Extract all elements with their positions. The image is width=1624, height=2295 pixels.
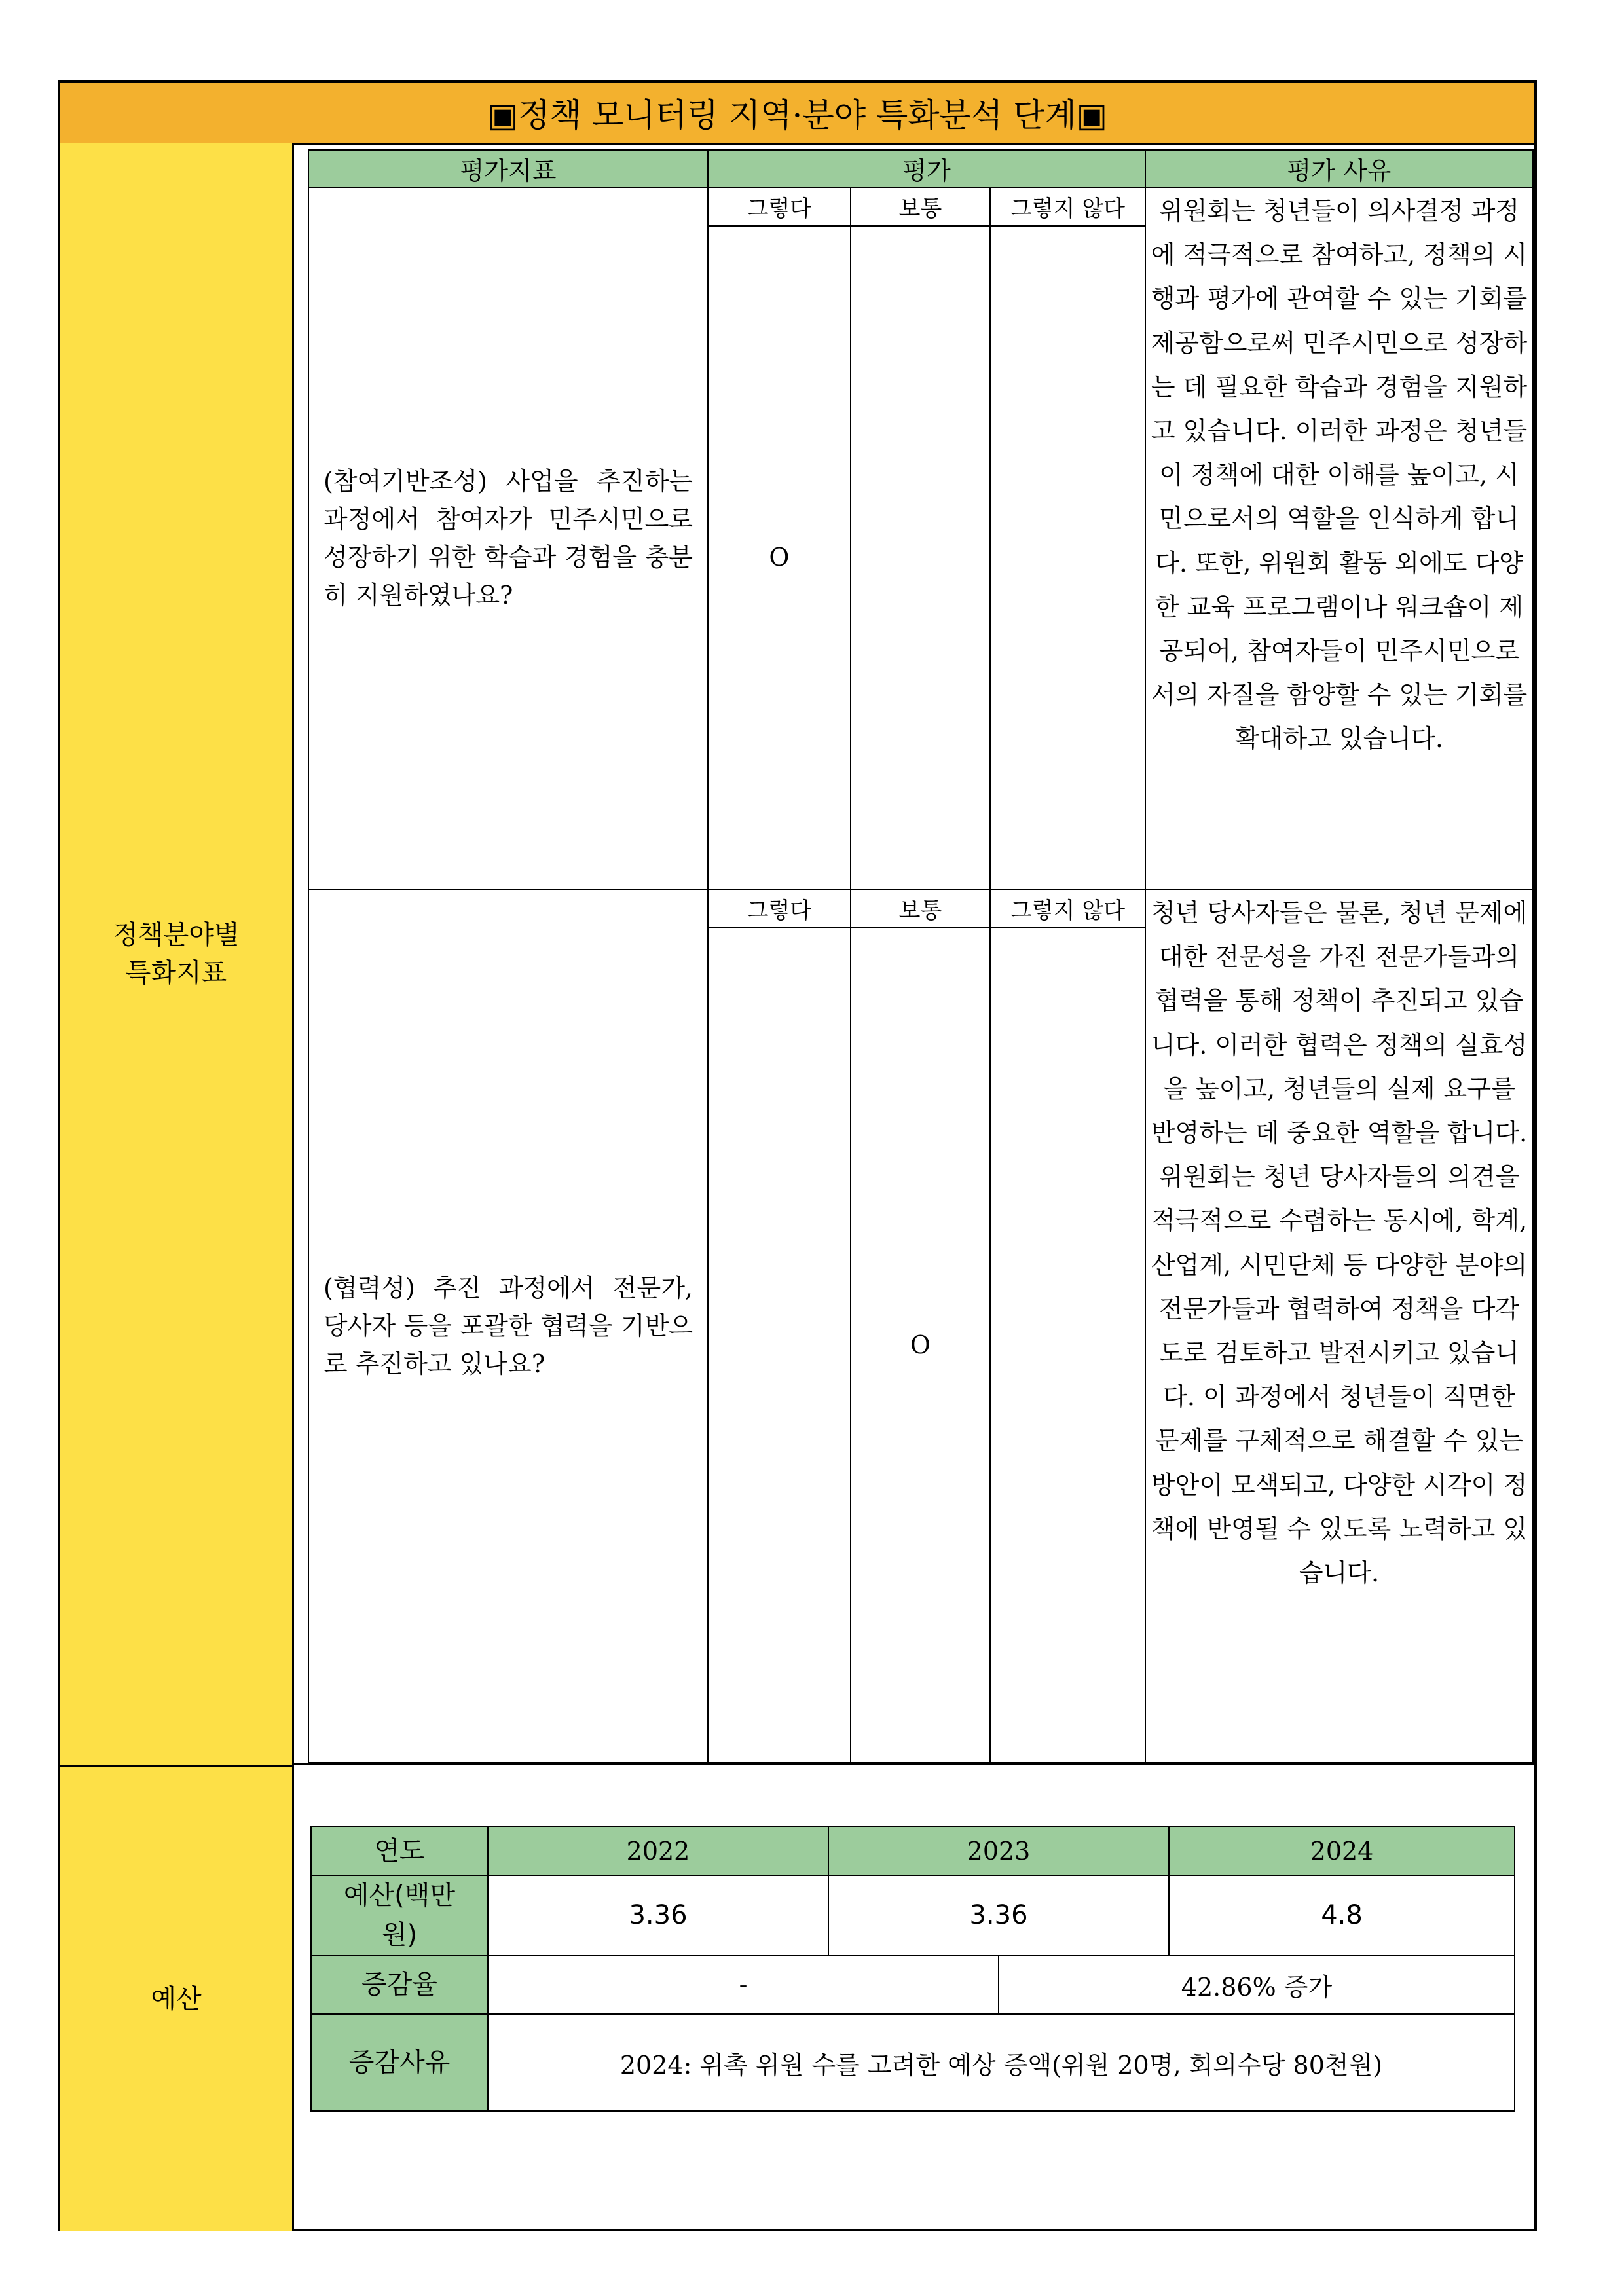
year-2022: 2022	[488, 1827, 828, 1875]
reason-cell: 청년 당사자들은 물론, 청년 문제에 대한 전문성을 가진 전문가들과의 협력을 통해 정책이 추진되고 있습니다. 이러한 협력은 정책의 실효성을 높이고, 청년들의 실제 요구를 반영하는 데 중요한 역할을 합니다. 위원회는 청년 당사자들의 의견을 적극적으로 수렴하는 동시에, 학계, 산업계, 시민단체 등 다양한 분야의 전문가들과 협력하여 정책을 다각도로 검토하고 발전시키고 있습니다. 이 과정에서 청년들이 직면한 문제를 구체적으로 해결할 수 있는 방안이 모색되고, 다양한 시각이 정책에 반영될 수 있도록 노력하고 있습니다.	[1145, 889, 1533, 1763]
change-rate-label: 증감율	[311, 1955, 488, 2014]
mark-neutral	[851, 226, 990, 889]
mark-yes: O	[708, 226, 851, 889]
option-neutral-label: 보통	[851, 187, 990, 226]
change-rate-2023: -	[489, 1956, 999, 2013]
indicator-section-label: 정책분야별 특화지표	[113, 919, 240, 988]
change-reason-label: 증감사유	[311, 2014, 488, 2111]
mark-no	[990, 226, 1145, 889]
budget-section-label: 예산	[151, 1984, 202, 2014]
change-rate-row	[488, 1955, 1515, 2014]
year-2024: 2024	[1169, 1827, 1515, 1875]
budget-2023: 3.36	[828, 1875, 1169, 1955]
option-yes-label: 그렇다	[708, 187, 851, 226]
evaluation-table	[308, 149, 1534, 1763]
reason-cell: 위원회는 청년들이 의사결정 과정에 적극적으로 참여하고, 정책의 시행과 평가에 관여할 수 있는 기회를 제공함으로써 민주시민으로 성장하는 데 필요한 학습과 경험을 지원하고 있습니다. 이러한 과정은 청년들이 정책에 대한 이해를 높이고, 시민으로서의 역할을 인식하게 합니다. 또한, 위원회 활동 외에도 다양한 교육 프로그램이나 워크숍이 제공되어, 참여자들이 민주시민으로서의 자질을 함양할 수 있는 기회를 확대하고 있습니다.	[1145, 187, 1533, 889]
budget-table	[310, 1826, 1515, 2112]
option-no-label: 그렇지 않다	[990, 889, 1145, 927]
section-label-budget	[60, 1765, 294, 2231]
indicator-cell: (협력성) 추진 과정에서 전문가, 당사자 등을 포괄한 협력을 기반으로 추진하고 있나요?	[308, 889, 708, 1763]
option-no-label: 그렇지 않다	[990, 187, 1145, 226]
header-evaluation: 평가	[708, 150, 1145, 187]
budget-2024: 4.8	[1169, 1875, 1515, 1955]
option-neutral-label: 보통	[851, 889, 990, 927]
indicator-cell: (참여기반조성) 사업을 추진하는 과정에서 참여자가 민주시민으로 성장하기 위한 학습과 경험을 충분히 지원하였나요?	[308, 187, 708, 889]
year-2023: 2023	[828, 1827, 1169, 1875]
change-rate-2024: 42.86% 증가	[1181, 1972, 1333, 2002]
header-indicator: 평가지표	[308, 150, 708, 187]
mark-yes	[708, 927, 851, 1763]
mark-no	[990, 927, 1145, 1763]
section-label-indicators	[60, 143, 294, 1765]
change-reason: 2024: 위촉 위원 수를 고려한 예상 증액(위원 20명, 회의수당 80천원)	[488, 2014, 1515, 2111]
year-label: 연도	[311, 1827, 488, 1875]
option-yes-label: 그렇다	[708, 889, 851, 927]
page-title: ▣정책 모니터링 지역·분야 특화분석 단계▣	[60, 83, 1534, 145]
budget-label: 예산(백만원)	[311, 1875, 488, 1955]
mark-neutral: O	[851, 927, 990, 1763]
budget-2022: 3.36	[488, 1875, 828, 1955]
header-reason: 평가 사유	[1145, 150, 1533, 187]
